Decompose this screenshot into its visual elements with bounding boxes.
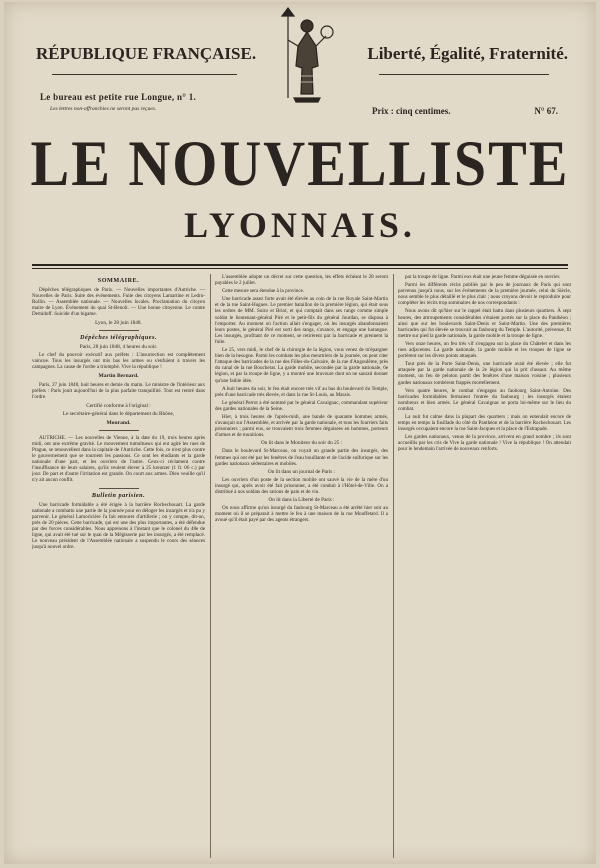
col3-paragraph: Parmi les différents récits publiés par le peu de journaux de Paris qui sont parvenus jusqu'à nous, sur les événements de la première journée, celui du Siècle, nous semble le plus détaillé et le plus clair ; nous croyons devoir le reproduire pour compléter les récits trop sommaires de nos correspondants : (398, 282, 571, 307)
header-rule-left (52, 74, 237, 75)
depeches-signature: Martin Bernard. (98, 373, 139, 380)
bulletin-heading: Bulletin parisien. (91, 491, 146, 499)
depeches-heading: Dépêches télégraphiques. (80, 333, 157, 341)
col3-paragraph: La nuit fut calme dans la plupart des quartiers ; mais on entendait encore de temps en temps la fusillade du côté du Panthéon et de la barrière Rochechouart. Les insurgés occupaient encore la rue Saint-Jacques et la place de l'Estrapade. (398, 413, 571, 433)
col3-paragraph: Nous avons dit qu'hier sur le rappel était battu dans plusieurs quartiers. À sept heures, des attroupements considérables s'étaient portés sur la place du Panthéon ; ainsi que sur les boulevards Saint-Denis et Saint-Martin. Une des premières barricades qui fut élevée se trouvait au faubourg du Temple. L'autorité, prévenue, fit mettre sur pied la garde nationale, la garde mobile et la troupe de ligne. (398, 308, 571, 339)
col2-citation: On lit dans le Moniteur du soir du 25 : (260, 440, 343, 447)
newspaper-page (4, 2, 596, 864)
newspaper-title: LE NOUVELLISTE (30, 126, 570, 200)
col2-paragraph: A huit heures du soir, le feu était encore très vif au bas du boulevard du Temple, près d'une barricade très élevée, et dans la rue St-Louis, au Marais. (215, 385, 388, 398)
col2-citation: On lit dans un journal de Paris : (267, 468, 336, 475)
separator (99, 488, 139, 489)
header-rule-right (379, 74, 549, 75)
secretaire-name: Mourand. (106, 419, 131, 426)
depeches-date: Paris, 28 juin 1848, 4 heures du soir. (79, 343, 158, 350)
column-1 (32, 274, 205, 858)
issue-number: N° 67. (534, 106, 558, 116)
depeches-text: Le chef du pouvoir exécutif aux préfets : L'insurrection est complètement vaincue. Tous les insurgés ont mis bas les armes ou s'enfuient à travers les campagnes. La cause de l'ordre a triomphé. Vive la république ! (32, 351, 205, 371)
col2-paragraph: Cette mesure sera étendue à la province. (222, 288, 305, 295)
republique-motto: RÉPUBLIQUE FRANÇAISE. (36, 44, 257, 63)
masthead-rule (32, 264, 568, 266)
bureau-address: Le bureau est petite rue Longue, n° 1. (40, 92, 197, 102)
columns-area (32, 274, 572, 858)
col2-paragraph: L'assemblée adopte un décret sur cette question, les effets échéant le 28 seront payables le 2 juillet. (215, 274, 388, 287)
masthead-rule-thin (32, 268, 568, 269)
col2-paragraph: Le 25, vers midi, le chef de la chirurgie de la légion, vous venez de m'épargner bien de la besogne. Parmi les combats les plus meurtriers de la journée, on peut citer l'attaque des barricades de la rue des Filles-du-Calvaire, de la rue d'Angoulême, près du canal de la rue Boucherat. La garde mobile, secondée par la garde nationale, 6e légion, et par la troupe de ligne, y a montré une bravoure dont on ne saurait donner qu'une faible idée. (215, 347, 388, 384)
col3-paragraph: par la troupe de ligne. Parmi eux était une jeune femme déguisée en ouvrier. (405, 274, 561, 280)
sommaire-heading: SOMMAIRE. (97, 277, 140, 284)
certifie-line: Certifié conforme à l'original : (86, 402, 151, 409)
depeches2-text: Paris, 27 juin 1848, huit heures et demie du matin. Le ministre de l'intérieur aux préfets : Paris jouit aujourd'hui de la plus parfaite tranquillité. Tout est rentré dans l'ordre. (32, 382, 205, 401)
col2-paragraph: Hier, à trois heures de l'après-midi, une bande de quarante hommes armés, s'avançait sur l'Assemblée, et arrivée par la garde nationale, et tous les fourriers faits prisonniers ; parmi eux, se trouvaient trois femmes déguisées en hommes, porteurs d'armes et de munitions. (215, 413, 388, 439)
dateline: Lyon, le 28 juin 1848. (95, 319, 142, 326)
col3-paragraph: Vers quatre heures, le combat s'engagea au faubourg Saint-Antoine. Des barricades formidables fermaient l'entrée du faubourg ; les insurgés étaient nombreux et bien armés. Le général Cavaignac se porta lui-même sur le lieu du combat. (398, 387, 571, 412)
newspaper-subtitle: LYONNAIS. (184, 205, 416, 245)
sommaire-text: Dépêches télégraphiques de Paris. — Nouvelles importantes d'Autriche. — Nouvelles de Paris. Suite des événements. Fuite des citoyens Lamartine et Ledru-Rollin. — Assemblée nationale. — Nouvelles locales. Proclamation du citoyen maire de Lyon. Événement du quai St-Benoît. — Une bonne citoyenne. Le comte Demidoff. Suicide d'un bigame. (32, 287, 205, 318)
col2-paragraph: Le général Perrot a été nommé par le général Cavaignac, commandant supérieur des gardes nationales de la Seine. (215, 399, 388, 412)
lettres-notice: Les lettres non-affranchies ne seront pas reçues. (50, 106, 157, 112)
col2-paragraph: On nous affirme qu'un insurgé du faubourg St-Marceau a été arrêté hier soir au moment où il se préparait à mettre le feu à une maison de la rue Mouffetard. Il a avoué qu'il était payé par des agents étrangers. (215, 505, 388, 524)
bulletin-text: Une barricade formidable a été érigée à la barrière Rochechouart. La garde nationale a combattu une partie de la journée pour en déloger les insurgés et n'a pu y parvenir. Le général Lamoricière l'a fait entourer d'artillerie ; on y compte, dit-on, près de 20 pièces. Cette barricade, qui est une des plus importantes, a été défendue par des forces considérables. Nous apprenons à l'instant que le colonel du 48e de ligne, qui avait été tué sur le quai de la Mégisserie par les insurgés, a été remplacé. Le nouveau président de l'Assemblée nationale a suspendu le cours des séances jusqu'à nouvel ordre. (32, 501, 205, 551)
col2-paragraph: Les ouvriers d'un poste de la section mobile ont sauvé la vie de la mère d'un insurgé qui, après avoir été fait prisonnier, a été conduit à l'Hôtel-de-Ville. On a distribué à nos soldats des rations de pain et de vin. (215, 476, 388, 495)
col2-citation: On lit dans la Liberté de Paris : (268, 497, 335, 504)
column-separator (210, 274, 211, 858)
col2-paragraph: Dans le boulevard St-Marceau, on voyait un grande partie des insurgés, des femmes qui ont été par les fenêtres de l'eau bouillante et de l'acide sulfurique sur les gardes nationaux sédentaires et mobiles. (215, 448, 388, 467)
separator (99, 430, 139, 431)
liberte-motto: Liberté, Égalité, Fraternité. (367, 44, 568, 63)
column-3 (398, 274, 571, 858)
col2-paragraph: Une barricade assez forte avait été élevée au coin de la rue Royale Saint-Martin et de la rue Saint-Hugues. Le premier bataillon de la première légion, qui était sous les ordres de MM. Suiro et Briot, et qui comptait dans ses rangs comme simple soldat le lieutenant-général Piré et le petit-fils du général Jourdan, se disposa à l'emporter. Au moment où l'action allait s'engager, où les insurgés abandonnaient leurs postes, le général Piré est sorti des rangs, s'avance, et engage une harangue. Les insurgés, profitant de ce moment, se retirèrent par la barricade et prennent la fuite. (215, 296, 388, 345)
separator (99, 330, 139, 331)
issue-price: Prix : cinq centimes. (372, 106, 451, 116)
col3-paragraph: Tout près de la Porte Saint-Denis, une barricade avait été élevée ; elle fut attaquée par la garde nationale de la 2e légion qui la prit d'assaut. Au même moment, un feu de peloton partit des fenêtres d'une maison voisine ; plusieurs gardes nationaux tombèrent frappés mortellement. (398, 361, 571, 386)
marianne-emblem-icon (274, 6, 340, 106)
secretaire-line: Le secrétaire-général dans le département du Rhône, (62, 410, 175, 417)
col3-paragraph: Les gardes nationaux, venus de la province, arrivent en grand nombre ; ils sont accueillis par les cris de Vive la garde nationale ! Vive la république ! On attendait pour le lendemain l'arrivée de nouveaux renforts. (398, 434, 571, 453)
autriche-text: AUTRICHE. — Les nouvelles de Vienne, à la date du 19, trois heures après midi, ont une extrême gravité. Le mouvement tumultueux qui eut agité les rues de Prague, se renouvellent dans la capitale de l'Autriche. Cette fois, ce n'est plus contre le gouvernement que se tournent les passions. Ce sont les étudiants et la garde nationale d'une part, et les ouvriers de l'autre. Ceux-ci réclament contre l'insuffisance de leurs salaires, qu'ils veulent élever à 25 kreutzer (1 fr. 06 c.) par jour. De part et d'autre l'irritation est grande. On court aux armes. Dieu veuille qu'il n'y ait aucun conflit. (32, 434, 205, 484)
col3-paragraph: Vers onze heures, un feu très vif s'engagea sur la place du Châtelet et dans les rues adjacentes. La garde nationale, la garde mobile et les troupes de ligne se portèrent sur les divers points attaqués. (398, 340, 571, 360)
column-2 (215, 274, 388, 858)
column-separator (393, 274, 394, 858)
